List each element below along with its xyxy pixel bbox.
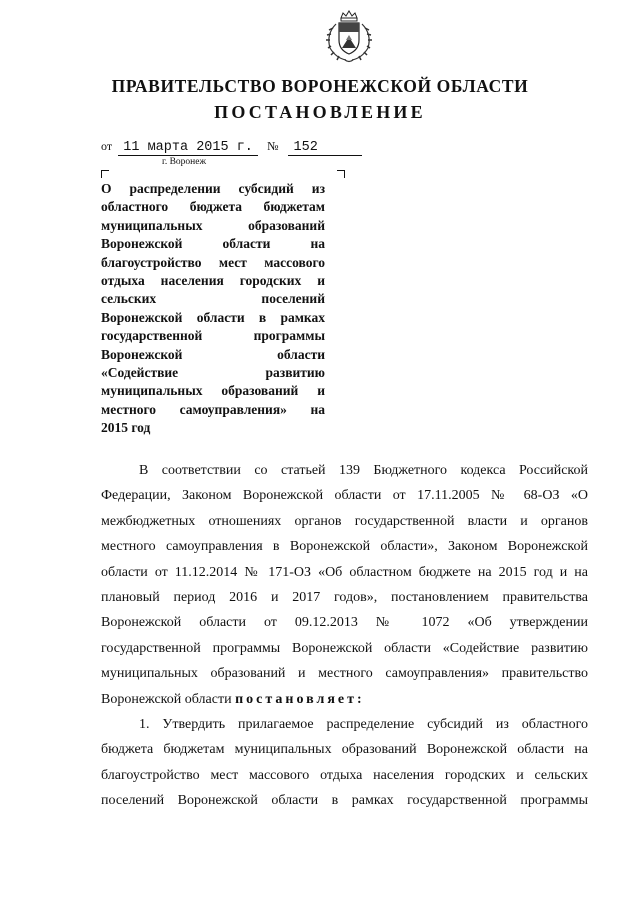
subject-line: 2015 год xyxy=(101,420,151,436)
subject-line: О распределении субсидий из xyxy=(101,181,325,196)
body-line xyxy=(101,687,588,712)
subject-line: Воронежской области на xyxy=(101,236,325,252)
subject-line: сельских поселений xyxy=(101,291,325,307)
coat-of-arms-icon xyxy=(318,10,380,66)
body-line: Федерации, Законом Воронежской области от 17.11.2005 № 68-ОЗ «О xyxy=(101,488,588,504)
document-date: 11 марта 2015 г. xyxy=(118,140,258,156)
subject-line: отдыха населения городских и xyxy=(101,273,325,289)
subject-line: муниципальных образований и xyxy=(101,383,325,399)
city-label: г. Воронеж xyxy=(162,157,207,167)
date-prefix: от xyxy=(101,139,113,153)
body-line: 1. Утвердить прилагаемое распределение субсидий из областного xyxy=(139,717,588,733)
date-number-line xyxy=(101,139,362,156)
subject-line: «Содействие развитию xyxy=(101,365,325,381)
resolves-word: постановляет: xyxy=(235,691,365,707)
body-line-text: Воронежской области xyxy=(101,691,232,707)
body-line: В соответствии со статьей 139 Бюджетного кодекса Российской xyxy=(139,463,588,478)
subject-bracket-left xyxy=(101,170,109,178)
subject-line: Воронежской области xyxy=(101,346,325,362)
body-line: поселений Воронежской области в рамках государственной программы xyxy=(101,793,588,809)
document-number: 152 xyxy=(288,140,362,156)
government-name: ПРАВИТЕЛЬСТВО ВОРОНЕЖСКОЙ ОБЛАСТИ xyxy=(111,76,529,96)
subject-heading xyxy=(101,180,325,438)
subject-line: благоустройство мест массового xyxy=(101,254,325,270)
subject-line: местного самоуправления» на xyxy=(101,401,325,417)
body-line: межбюджетных отношениях органов государственной власти и органов xyxy=(101,513,588,529)
subject-bracket-right xyxy=(337,170,345,178)
body-line: муниципальных образований и местного самоуправления» правительство xyxy=(101,666,588,682)
body-line: Воронежской области от 09.12.2013 № 1072 «Об утверждении xyxy=(101,615,588,631)
body-line: местного самоуправления в Воронежской области», Законом Воронежской xyxy=(101,539,588,555)
subject-line: областного бюджета бюджетам xyxy=(101,199,325,215)
subject-line: государственной программы xyxy=(101,328,325,344)
body-line: бюджета бюджетам муниципальных образований Воронежской области на xyxy=(101,742,588,758)
subject-line: муниципальных образований xyxy=(101,217,325,233)
subject-line: Воронежской области в рамках xyxy=(101,309,325,325)
document-body xyxy=(101,458,588,814)
document-type-title: ПОСТАНОВЛЕНИЕ xyxy=(214,102,426,122)
body-line: благоустройство мест массового отдыха населения городских и сельских xyxy=(101,767,588,783)
body-line: плановый период 2016 и 2017 годов», постановлением правительства xyxy=(101,590,588,606)
body-line: государственной программы Воронежской области «Содействие развитию xyxy=(101,640,588,656)
number-prefix: № xyxy=(267,139,279,153)
body-line: области от 11.12.2014 № 171-ОЗ «Об областном бюджете на 2015 год и на xyxy=(101,564,588,580)
